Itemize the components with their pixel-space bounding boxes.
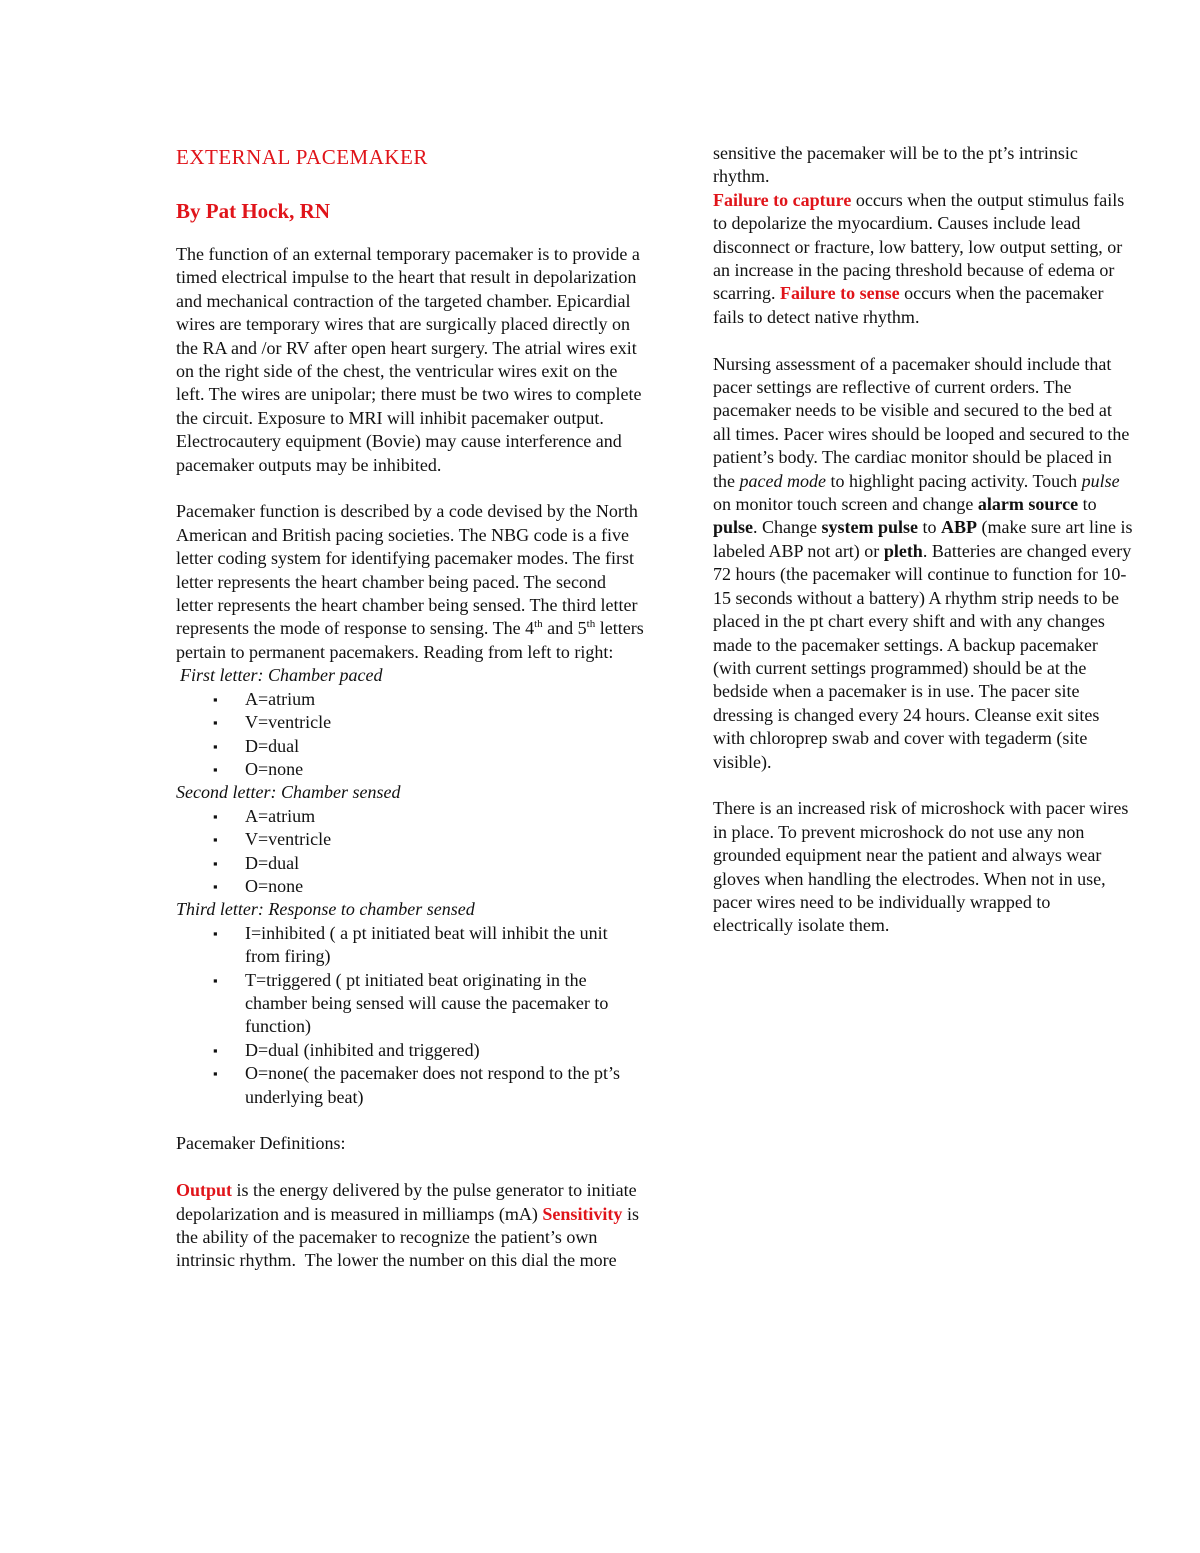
failure-to-sense-text: occurs when the pacemaker fails to detect native rhythm. bbox=[713, 283, 1104, 327]
third-letter-list bbox=[176, 922, 646, 1109]
nbg-code-and: and 5 bbox=[542, 618, 587, 639]
pulse-term: pulse bbox=[1081, 470, 1120, 491]
alarm-source-term: alarm source bbox=[977, 494, 1079, 515]
bullet-icon: ▪ bbox=[213, 691, 218, 707]
sensitivity-text-part: is the ability of the pacemaker to recognize the patient’s own intrinsic rhythm. The lower the number on this dial the more bbox=[176, 1203, 639, 1271]
list-item: ▪ D=dual bbox=[176, 735, 646, 758]
bullet-icon: ▪ bbox=[213, 972, 218, 988]
second-letter-heading: Second letter: Chamber sensed bbox=[176, 782, 401, 803]
list-item: ▪ T=triggered ( pt initiated beat originating in the chamber being sensed will cause the pacemaker to function) bbox=[213, 969, 609, 1037]
bullet-icon: ▪ bbox=[213, 808, 218, 824]
bullet-icon: ▪ bbox=[213, 715, 218, 731]
document-title: EXTERNAL PACEMAKER bbox=[176, 145, 428, 169]
bullet-icon: ▪ bbox=[213, 738, 218, 754]
pulse-bold-term: pulse bbox=[713, 517, 754, 538]
list-item: ▪ D=dual bbox=[176, 852, 646, 875]
bullet-icon: ▪ bbox=[213, 761, 218, 777]
first-letter-list bbox=[176, 688, 646, 782]
list-item: ▪ O=none( the pacemaker does not respond to the pt’s underlying beat) bbox=[213, 1063, 621, 1107]
output-definition bbox=[176, 1179, 646, 1273]
microshock-paragraph: There is an increased risk of microshock with pacer wires in place. To prevent microshock do not use any non grounded equipment near the patient and always wear gloves when handling the electrodes. When not in use, pacer wires need to be individually wrapped to electrically isolate them. bbox=[713, 798, 1129, 936]
abp-term: ABP bbox=[941, 517, 978, 538]
bullet-icon: ▪ bbox=[213, 1066, 218, 1082]
bullet-icon: ▪ bbox=[213, 878, 218, 894]
third-letter-heading: Third letter: Response to chamber sensed bbox=[176, 899, 475, 920]
failure-to-capture-text: occurs when the output stimulus fails to depolarize the myocardium. Causes include lead disconnect or fracture, low battery, low output setting, or an increase in the pacing threshold because of edema or scarring. bbox=[713, 189, 1125, 304]
author-byline: By Pat Hock, RN bbox=[176, 199, 330, 223]
intro-paragraph: The function of an external temporary pacemaker is to provide a timed electrical impulse to the heart that result in depolarization and mechanical contraction of the targeted chamber. Epicardial wires are temporary wires that are surgically placed directly on the RA and /or RV after open heart surgery. The atrial wires exit on the right side of the chest, the ventricular wires exit on the left. The wires are unipolar; there must be two wires to complete the circuit. Exposure to MRI will inhibit pacemaker output. Electrocautery equipment (Bovie) may cause interference and pacemaker outputs may be inhibited. bbox=[176, 244, 642, 475]
nursing-assessment-paragraph: Nursing assessment of a pacemaker should include that pacer settings are reflective of current orders. The pacemaker needs to be visible and secured to the bed at all times. Pacer wires should be looped and secured to the patient’s body. The cardiac monitor should be placed in the paced mode to highlight pacing activity. Touch pulse on monitor touch screen and change alarm source to pulse. Change system pulse to ABP (make sure art line is labeled ABP not art) or pleth. Batteries are changed every 72 hours (the pacemaker will continue to function for 10-15 seconds without a battery) A rhythm strip needs to be placed in the pt chart every shift and with any changes made to the pacemaker settings. A backup pacemaker (with current settings programmed) should be at the bedside when a pacemaker is in use. The pacer site dressing is changed every 24 hours. Cleanse exit sites with chloroprep swab and cover with tegaderm (site visible). bbox=[713, 353, 1133, 772]
nbg-code-paragraph bbox=[176, 500, 646, 664]
output-term: Output bbox=[176, 1180, 233, 1201]
list-item: ▪ A=atrium bbox=[176, 688, 646, 711]
bullet-icon: ▪ bbox=[213, 925, 218, 941]
second-letter-list bbox=[176, 805, 646, 899]
bullet-icon: ▪ bbox=[213, 855, 218, 871]
failure-to-capture-term: Failure to capture bbox=[713, 189, 852, 210]
list-item: ▪ V=ventricle bbox=[176, 711, 646, 734]
list-item: ▪ I=inhibited ( a pt initiated beat will inhibit the unit from firing) bbox=[213, 922, 608, 967]
sensitivity-continued: sensitive the pacemaker will be to the pt’s intrinsic rhythm. bbox=[713, 143, 1078, 187]
first-letter-heading: First letter: Chamber paced bbox=[180, 665, 383, 686]
failure-to-sense-term: Failure to sense bbox=[779, 283, 900, 304]
sensitivity-term: Sensitivity bbox=[542, 1203, 623, 1224]
bullet-icon: ▪ bbox=[213, 832, 218, 848]
paced-mode-term: paced mode bbox=[739, 470, 826, 491]
definitions-heading: Pacemaker Definitions: bbox=[176, 1133, 346, 1154]
system-pulse-term: system pulse bbox=[821, 517, 919, 538]
bullet-icon: ▪ bbox=[213, 1042, 218, 1058]
pleth-term: pleth bbox=[883, 540, 923, 561]
superscript-5th: th bbox=[586, 618, 596, 631]
list-item: ▪ O=none bbox=[176, 758, 646, 781]
right-column bbox=[713, 142, 1133, 938]
list-item: ▪ A=atrium bbox=[176, 805, 646, 828]
nbg-code-text-2: letters pertain to permanent pacemakers. Reading from left to right: bbox=[176, 618, 644, 662]
list-item: ▪ O=none bbox=[176, 875, 646, 898]
output-text: is the energy delivered by the pulse generator to initiate depolarization and is measured in milliamps (mA) bbox=[176, 1180, 637, 1224]
list-item: ▪ V=ventricle bbox=[176, 828, 646, 851]
list-item: ▪ D=dual (inhibited and triggered) bbox=[176, 1039, 646, 1062]
nbg-code-text-1: Pacemaker function is described by a code devised by the North American and British pacing societies. The NBG code is a five letter coding system for identifying pacemaker modes. The first letter represents the heart chamber being paced. The second letter represents the heart chamber being sensed. The third letter represents the mode of response to sensing. The 4 bbox=[176, 501, 638, 639]
superscript-4th: th bbox=[534, 618, 543, 631]
left-column bbox=[176, 143, 646, 1273]
failure-definitions bbox=[713, 189, 1133, 329]
